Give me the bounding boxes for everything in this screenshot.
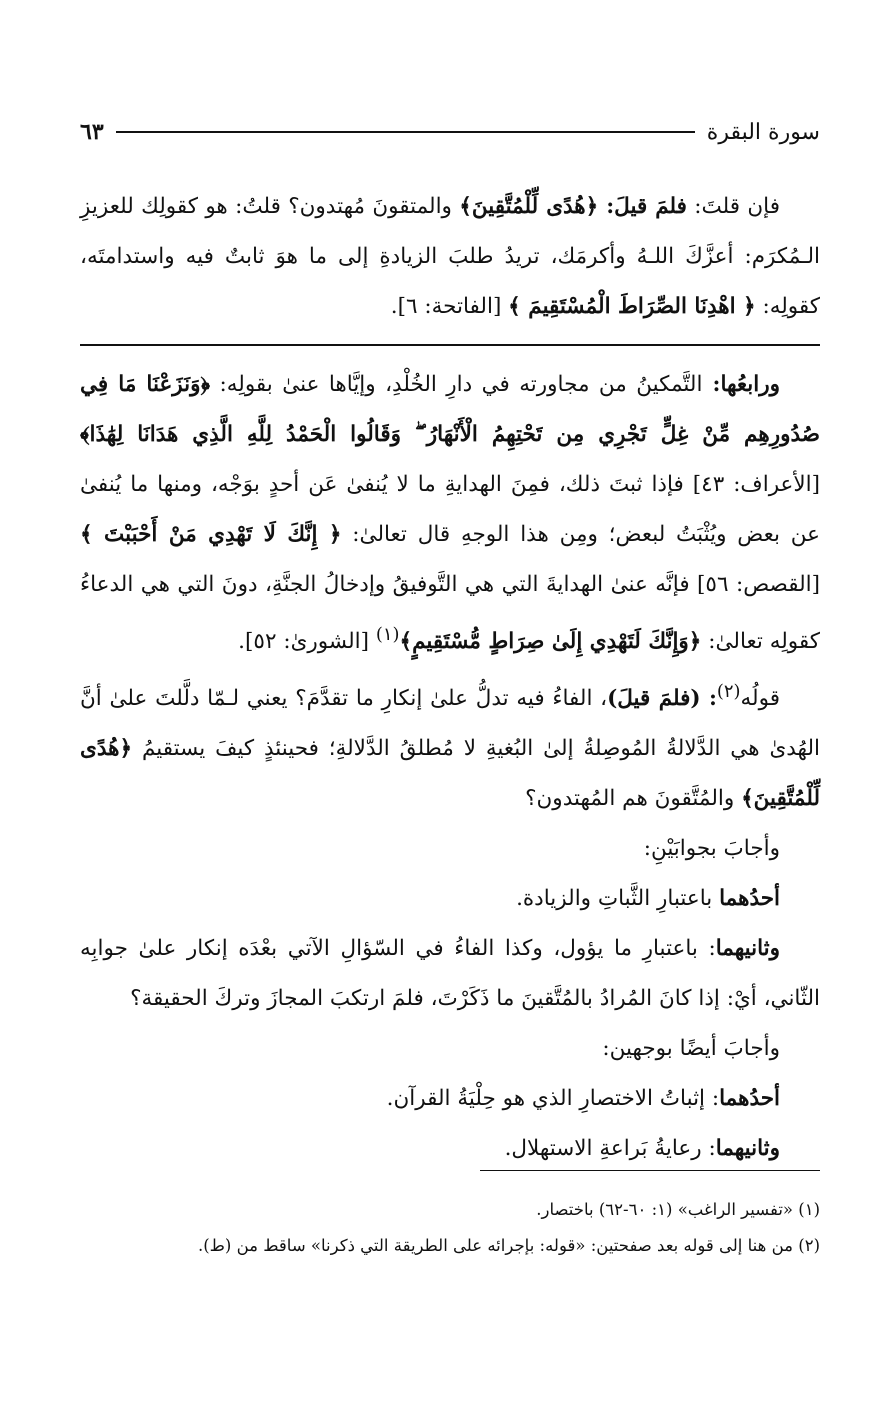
paragraph: فإن قلتَ: فلمَ قيلَ: ﴿هُدًى لِّلْمُتَّقِينَ﴾ والمتقونَ مُهتدون؟ قلتُ: هو كقولِك للعزيزِ الـمُكرَم: أعزَّكَ اللـهُ وأكرمَك، تريدُ طلبَ الزيادةِ إلى ما هوَ ثابتٌ فيه واستدامتَه، كقولِه: ﴿ اهْدِنَا الصِّرَاطَ الْمُسْتَقِيمَ ﴾ [الفاتحة: ٦]. bbox=[80, 194, 820, 319]
quran-quote: ﴿ اهْدِنَا الصِّرَاطَ الْمُسْتَقِيمَ ﴾ bbox=[508, 294, 756, 319]
paragraph: أحدُهما باعتبارِ الثَّباتِ والزيادة. bbox=[516, 886, 780, 912]
paragraph: وأجابَ أيضًا بوجهين: bbox=[602, 1036, 780, 1062]
paragraph: قولُه$^{(٢)}$: (فلمَ قيلَ)، الفاءُ فيه تدلُّ علىٰ إنكارِ ما تقدَّمَ؟ يعني لـمّا دلَّلتَ علىٰ أنَّ الهُدىٰ هي الدَّلالةُ المُوصِلةُ إلىٰ البُغيةِ لا مُطلقُ الدَّلالةِ؛ فحينئذٍ كيفَ يستقيمُ ﴿هُدًى لِّلْمُتَّقِينَ﴾ والمُتَّقونَ هم المُهتدون؟ bbox=[80, 681, 820, 812]
header-rule bbox=[116, 131, 695, 133]
footnote-marker[interactable]: (١) bbox=[375, 624, 400, 645]
quran-quote: ﴿وَنَزَعْنَا مَا فِي صُدُورِهِم مِّنْ غِلٍّ تَجْرِي مِن تَحْتِهِمُ الْأَنْهَارُ ۖ وَقَالُوا الْحَمْدُ لِلَّهِ الَّذِي هَدَانَا لِهَٰذَا﴾ bbox=[80, 372, 820, 447]
paragraph: وثانيهما: رعايةُ بَراعةِ الاستهلال. bbox=[504, 1136, 780, 1162]
surah-title: سورة البقرة bbox=[706, 119, 820, 145]
quran-quote: ﴿هُدًى لِّلْمُتَّقِينَ﴾ bbox=[459, 194, 599, 219]
footnote: (١) «تفسير الراغب» (١: ٦٠-٦٢) باختصار. bbox=[536, 1200, 820, 1219]
commentary-text bbox=[80, 182, 820, 332]
paragraph: ورابعُها: التَّمكينُ من مجاورته في دارِ الخُلْدِ، وإيَّاها عنىٰ بقولِه: ﴿وَنَزَعْنَا مَا فِي صُدُورِهِم مِّنْ غِلٍّ تَجْرِي مِن تَحْتِهِمُ الْأَنْهَارُ ۖ وَقَالُوا الْحَمْدُ لِلَّهِ الَّذِي هَدَانَا لِهَٰذَا﴾ [الأعراف: ٤٣] فإذا ثبتَ ذلك، فمِنَ الهدايةِ ما لا يُنفىٰ عَن أحدٍ بوَجْه، ومنها ما يُنفىٰ عن بعض ويُثْبَتُ لبعض؛ ومِن هذا الوجهِ قال تعالىٰ: ﴿ إِنَّكَ لَا تَهْدِي مَنْ أَحْبَبْتَ ﴾ [القصص: ٥٦] فإنَّه عنىٰ الهدايةَ التي هي التَّوفيقُ وإدخالُ الجنَّةِ، دونَ التي هي الدعاءُ كقولِه تعالىٰ: ﴿وَإِنَّكَ لَتَهْدِي إِلَىٰ صِرَاطٍ مُّسْتَقِيمٍ﴾$^{(١)}$ [الشورىٰ: ٥٢]. bbox=[80, 372, 821, 655]
paragraph: أحدُهما: إثباتُ الاختصارِ الذي هو حِلْيَةُ القرآن. bbox=[386, 1086, 780, 1112]
paragraph: وثانيهما: باعتبارِ ما يؤول، وكذا الفاءُ في السّؤالِ الآتي بعْدَه إنكار علىٰ جوابِه الثّاني، أيْ: إذا كانَ المُرادُ بالمُتَّقينَ ما ذَكَرْتَ، فلمَ ارتكبَ المجازَ وتركَ الحقيقة؟ bbox=[80, 936, 820, 1012]
paragraph: وأجابَ بجوابَيْنِ: bbox=[643, 836, 780, 862]
quran-quote: ﴿ إِنَّكَ لَا تَهْدِي مَنْ أَحْبَبْتَ ﴾ bbox=[80, 522, 342, 547]
page-header bbox=[80, 112, 820, 152]
footnote: (٢) من هنا إلى قوله بعد صفحتين: «قوله: بإجرائه على الطريقة التي ذكرنا» ساقط من (ط). bbox=[197, 1236, 820, 1255]
quran-quote: ﴿وَإِنَّكَ لَتَهْدِي إِلَىٰ صِرَاطٍ مُّسْتَقِيمٍ﴾ bbox=[399, 629, 702, 655]
quran-quote: ﴿هُدًى لِّلْمُتَّقِينَ﴾ bbox=[80, 736, 820, 812]
footnote-rule bbox=[480, 1170, 820, 1171]
gloss-text bbox=[80, 360, 820, 1174]
page-number: ٦٣ bbox=[80, 119, 104, 145]
section-divider bbox=[80, 344, 820, 346]
footnotes bbox=[80, 1192, 820, 1264]
footnote-marker[interactable]: (٢) bbox=[716, 681, 741, 703]
